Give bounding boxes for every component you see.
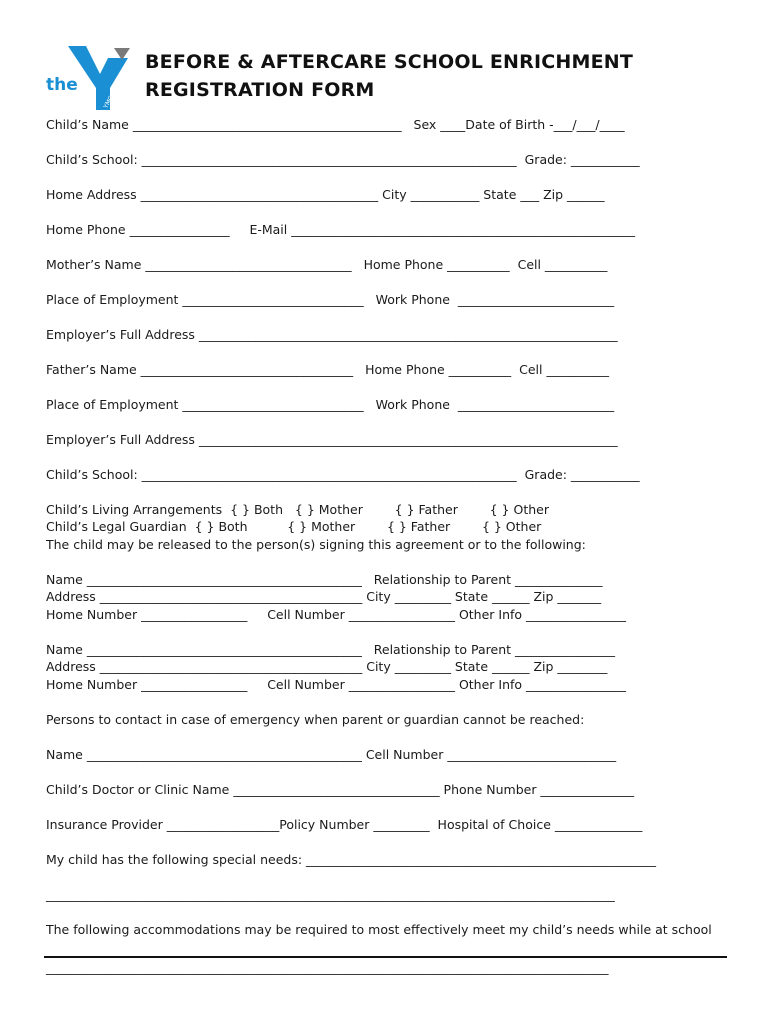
legal-guardian-row[interactable]: Child’s Legal Guardian { } Both { } Mother { } Father { } Other (46, 519, 542, 534)
child-school-row-2[interactable]: Child’s School: ____________________________________________________________ Grade: ___________ (46, 467, 640, 482)
child-school-row[interactable]: Child’s School: ____________________________________________________________ Grade: ___________ (46, 152, 640, 167)
mother-name-row[interactable]: Mother’s Name _________________________________ Home Phone __________ Cell __________ (46, 257, 608, 272)
mother-employer-address-row[interactable]: Employer’s Full Address ___________________________________________________________________ (46, 327, 618, 342)
ymca-logo-small-text: YMCA (102, 91, 118, 110)
form-title (145, 48, 633, 104)
child-name-row[interactable]: Child’s Name ___________________________________________ Sex ____Date of Birth -___/___/____ (46, 117, 625, 132)
form-title-line1: BEFORE & AFTERCARE SCHOOL ENRICHMENT (145, 51, 634, 73)
ymca-logo-the-text: the (46, 75, 78, 95)
accommodations-continuation-line[interactable]: __________________________________________________________________________________________ (46, 960, 609, 975)
accommodations-solid-line (44, 956, 727, 958)
emergency-contact-row[interactable]: Name ____________________________________________ Cell Number ___________________________ (46, 747, 617, 762)
doctor-row[interactable]: Child’s Doctor or Clinic Name _________________________________ Phone Number _______________ (46, 782, 635, 797)
accommodations-statement: The following accommodations may be required to most effectively meet my child’s needs while at school (46, 922, 712, 937)
form-title-line2: REGISTRATION FORM (145, 79, 375, 101)
emergency-contact-heading: Persons to contact in case of emergency when parent or guardian cannot be reached: (46, 712, 585, 727)
special-needs-continuation-line[interactable]: ___________________________________________________________________________________________ (46, 887, 615, 902)
release-person2-address-row[interactable]: Address __________________________________________ City _________ State ______ Zip ________ (46, 659, 608, 674)
ymca-logo (44, 44, 136, 114)
special-needs-row[interactable]: My child has the following special needs: ________________________________________________________ (46, 852, 657, 867)
home-address-row[interactable]: Home Address ______________________________________ City ___________ State ___ Zip ______ (46, 187, 605, 202)
mother-employment-row[interactable]: Place of Employment _____________________________ Work Phone _________________________ (46, 292, 615, 307)
release-person2-name-row[interactable]: Name ____________________________________________ Relationship to Parent ________________ (46, 642, 615, 657)
release-statement: The child may be released to the person(s) signing this agreement or to the following: (46, 537, 586, 552)
release-person1-address-row[interactable]: Address __________________________________________ City _________ State ______ Zip _______ (46, 589, 602, 604)
release-person1-name-row[interactable]: Name ____________________________________________ Relationship to Parent ______________ (46, 572, 603, 587)
father-name-row[interactable]: Father’s Name __________________________________ Home Phone __________ Cell __________ (46, 362, 609, 377)
release-person1-phone-row[interactable]: Home Number _________________ Cell Number _________________ Other Info ________________ (46, 607, 627, 622)
home-phone-row[interactable]: Home Phone ________________ E-Mail _______________________________________________________ (46, 222, 635, 237)
father-employment-row[interactable]: Place of Employment _____________________________ Work Phone _________________________ (46, 397, 615, 412)
insurance-row[interactable]: Insurance Provider __________________Policy Number _________ Hospital of Choice ______________ (46, 817, 643, 832)
father-employer-address-row[interactable]: Employer’s Full Address ___________________________________________________________________ (46, 432, 618, 447)
release-person2-phone-row[interactable]: Home Number _________________ Cell Number _________________ Other Info ________________ (46, 677, 627, 692)
living-arrangements-row[interactable]: Child’s Living Arrangements { } Both { } Mother { } Father { } Other (46, 502, 549, 517)
